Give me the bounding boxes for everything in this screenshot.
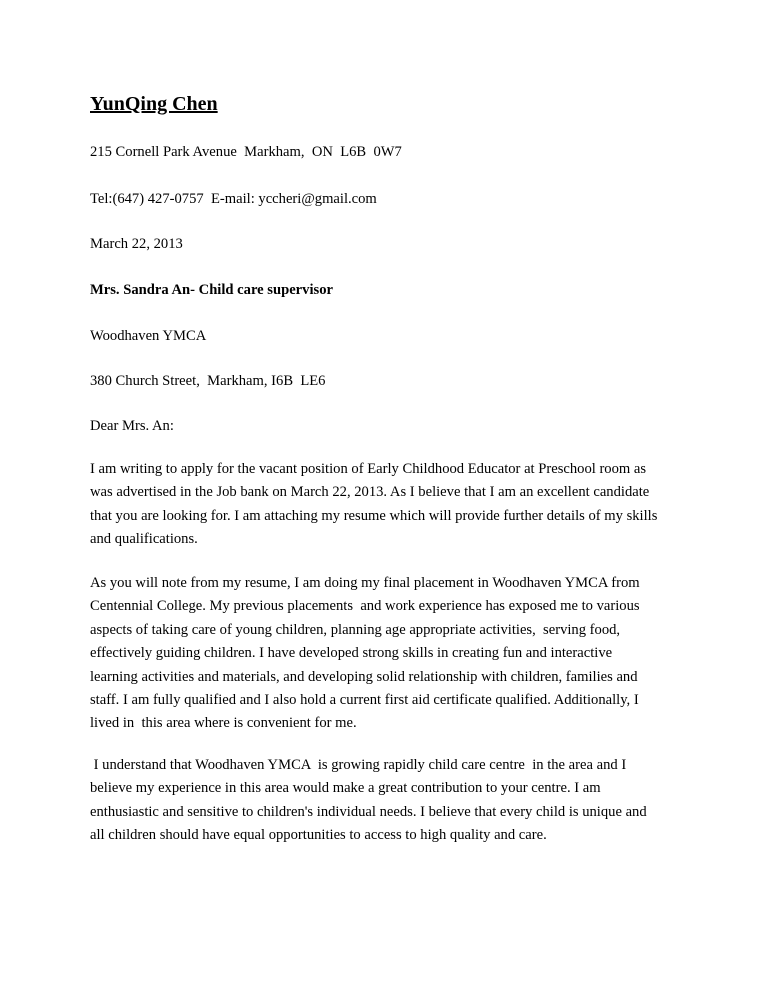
paragraph-line: I understand that Woodhaven YMCA is growing rapidly child care centre in the area and I xyxy=(90,757,627,773)
recipient-organization: Woodhaven YMCA xyxy=(90,328,207,344)
paragraph-line: effectively guiding children. I have developed strong skills in creating fun and interactive xyxy=(90,645,613,662)
paragraph-line: was advertised in the Job bank on March 22, 2013. As I believe that I am an excellent candidate xyxy=(90,484,650,501)
letter-date: March 22, 2013 xyxy=(90,236,183,252)
sender-name: YunQing Chen xyxy=(90,93,218,115)
paragraph-line: I am writing to apply for the vacant position of Early Childhood Educator at Preschool room as xyxy=(90,461,647,477)
paragraph-line: believe my experience in this area would make a great contribution to your centre. I am xyxy=(90,780,601,797)
body-paragraph-1 xyxy=(90,458,690,552)
paragraph-line: that you are looking for. I am attaching my resume which will provide further details of my skills xyxy=(90,507,658,524)
recipient-name-title: Mrs. Sandra An- Child care supervisor xyxy=(90,282,333,298)
paragraph-line: enthusiastic and sensitive to children's individual needs. I believe that every child is unique and xyxy=(90,803,647,820)
recipient-address: 380 Church Street, Markham, I6B LE6 xyxy=(90,373,326,389)
sender-address: 215 Cornell Park Avenue Markham, ON L6B 0W7 xyxy=(90,144,402,160)
paragraph-line: Centennial College. My previous placements and work experience has exposed me to various xyxy=(90,598,640,615)
paragraph-line: aspects of taking care of young children, planning age appropriate activities, serving food, xyxy=(90,621,621,638)
paragraph-line: and qualifications. xyxy=(90,531,198,548)
paragraph-line: learning activities and materials, and developing solid relationship with children, families and xyxy=(90,668,638,685)
paragraph-line: all children should have equal opportunities to access to high quality and care. xyxy=(90,827,547,844)
body-paragraph-3 xyxy=(90,754,690,848)
sender-contact: Tel:(647) 427-0757 E-mail: yccheri@gmail.com xyxy=(90,191,377,207)
paragraph-line: staff. I am fully qualified and I also hold a current first aid certificate qualified. Additionally, I xyxy=(90,691,639,708)
salutation: Dear Mrs. An: xyxy=(90,418,174,434)
paragraph-line: lived in this area where is convenient for me. xyxy=(90,715,357,732)
paragraph-line: As you will note from my resume, I am doing my final placement in Woodhaven YMCA from xyxy=(90,575,640,591)
body-paragraph-2 xyxy=(90,572,690,736)
